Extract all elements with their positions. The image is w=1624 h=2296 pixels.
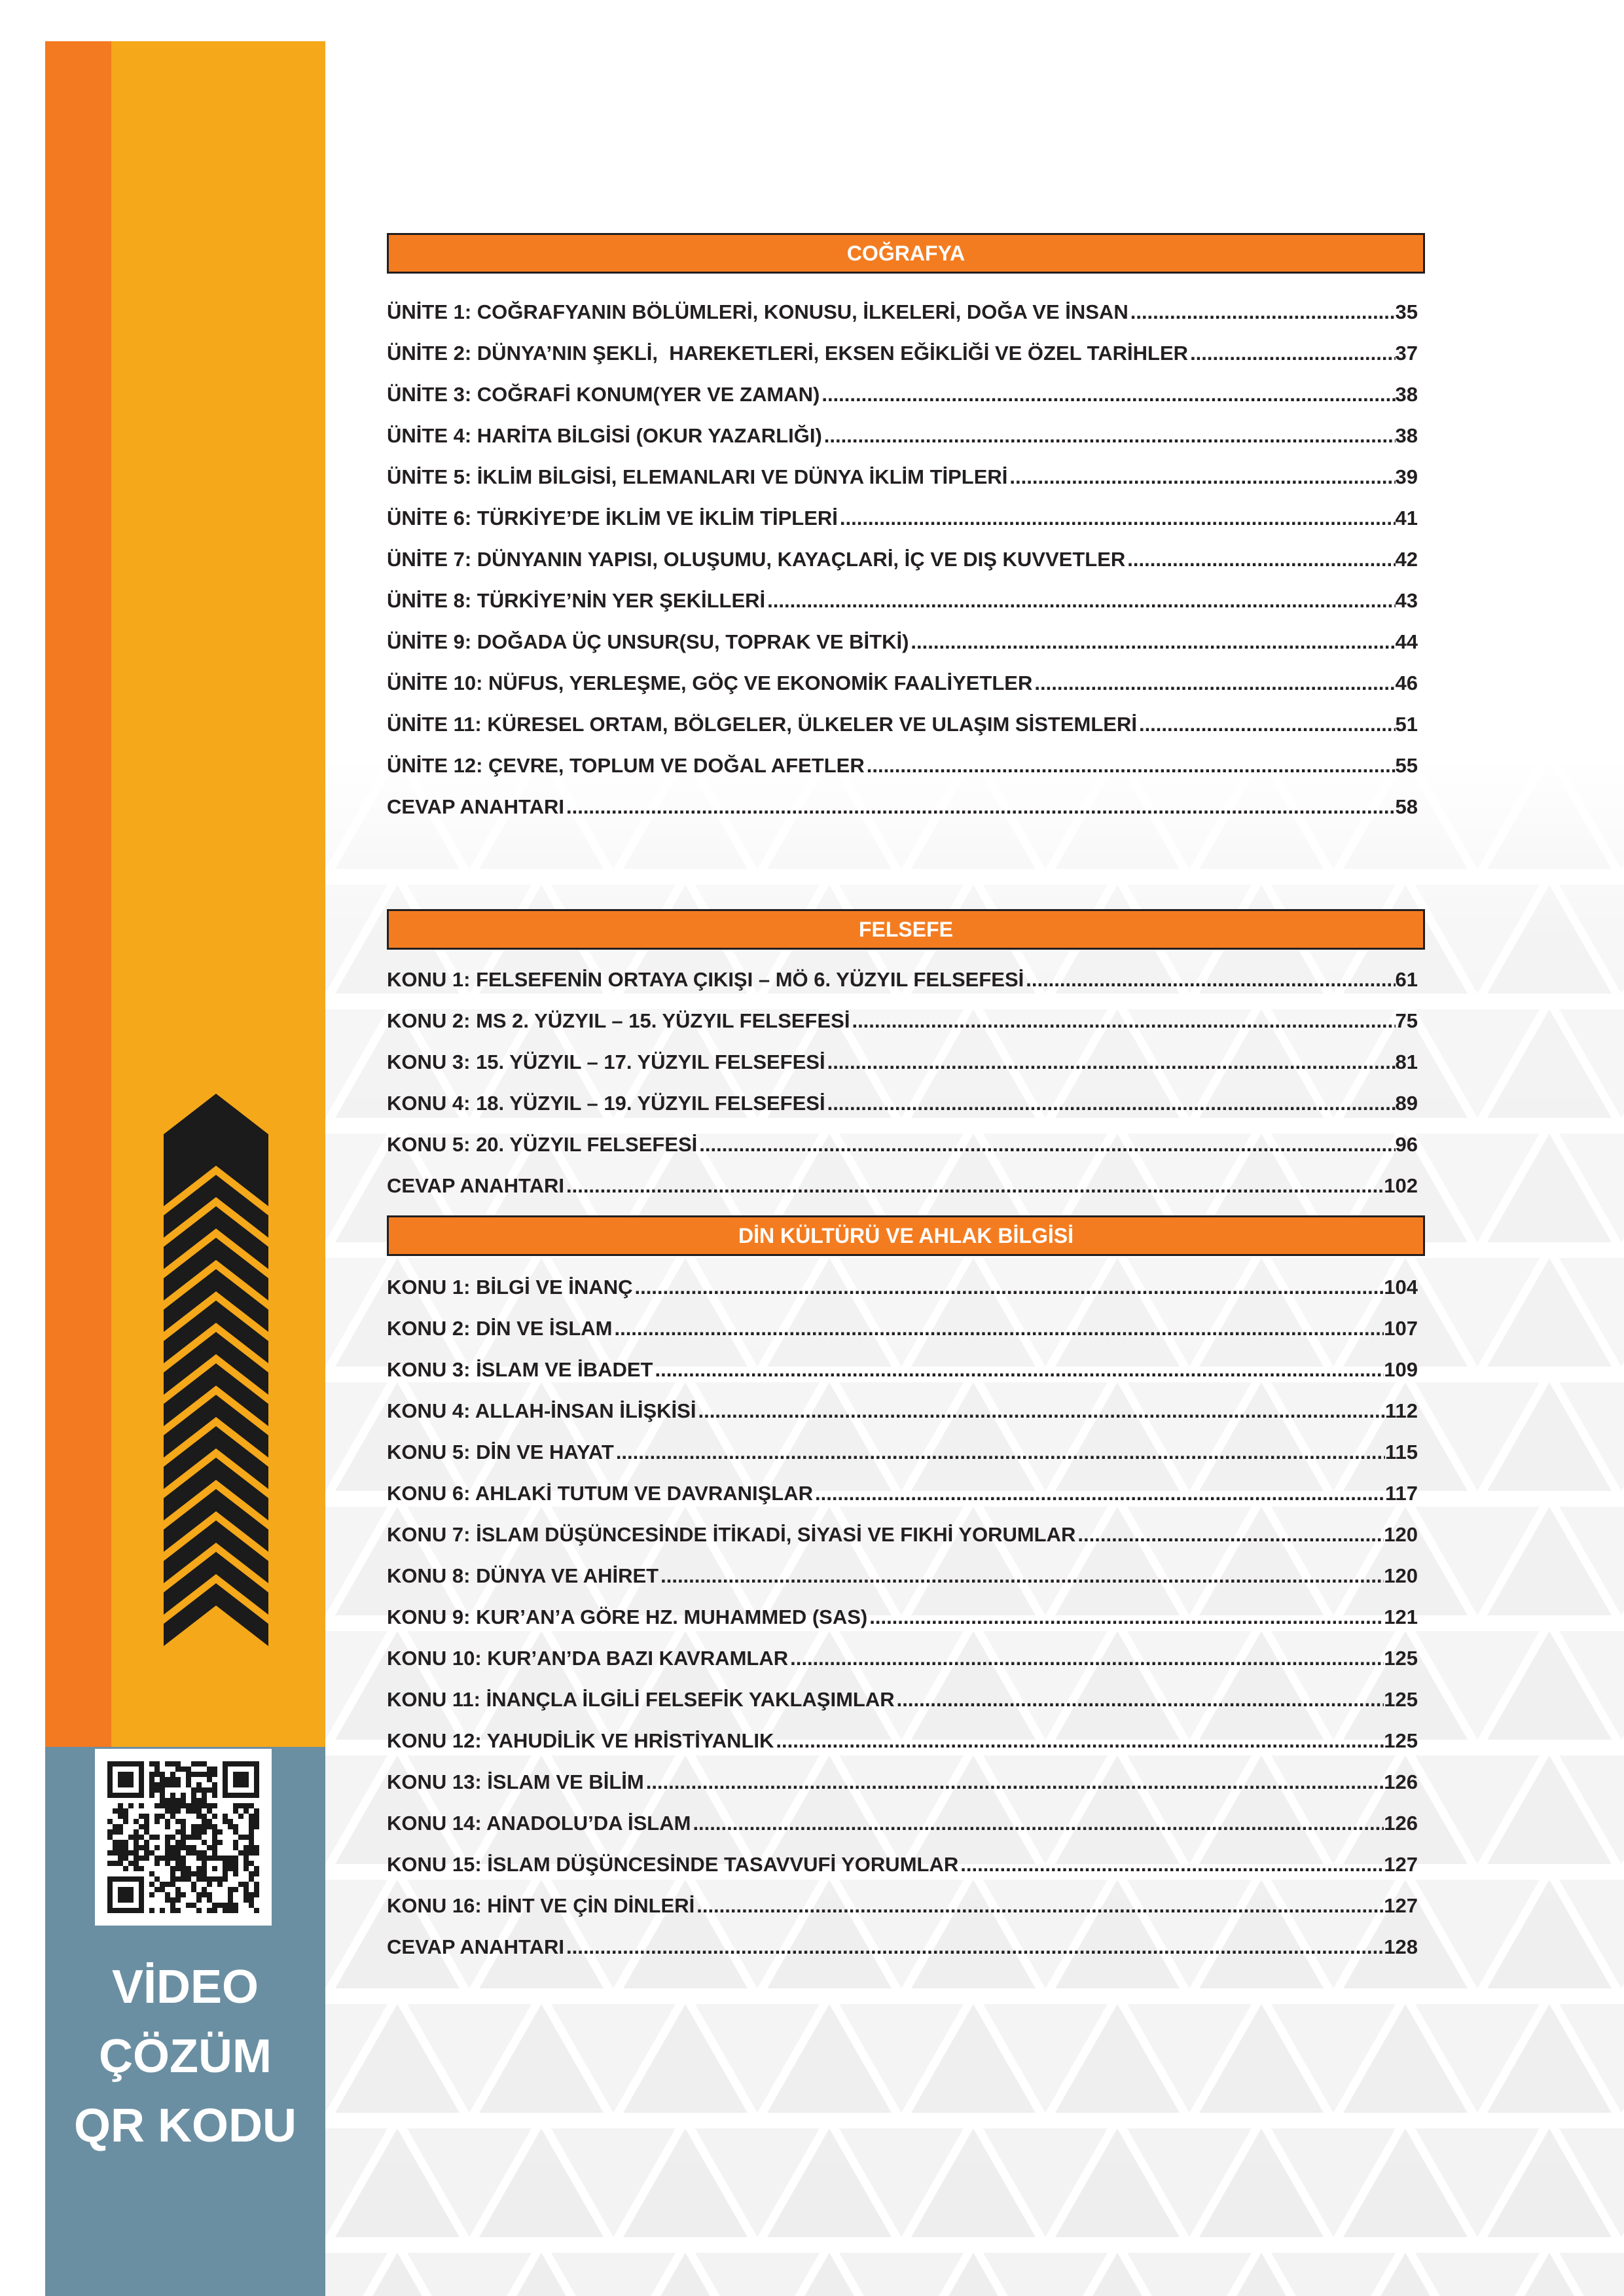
dot-leader — [788, 1638, 1384, 1679]
toc-entry-page: 112 — [1384, 1399, 1418, 1422]
toc-entry — [387, 456, 1425, 497]
toc-entry — [387, 1596, 1425, 1638]
chevron-up-icon — [157, 1086, 275, 1662]
toc-entry-page: 120 — [1384, 1564, 1418, 1587]
toc-entry-page: 39 — [1395, 465, 1418, 488]
toc-entry-page: 120 — [1384, 1523, 1418, 1546]
toc-entry-title: KONU 14: ANADOLU’DA İSLAM — [387, 1812, 691, 1835]
toc-entry — [387, 291, 1425, 332]
toc-entry — [387, 1266, 1425, 1308]
toc-entry — [387, 745, 1425, 786]
toc-entry — [387, 1803, 1425, 1844]
section-header: FELSEFE — [387, 909, 1425, 950]
toc-entry-title: ÜNİTE 12: ÇEVRE, TOPLUM VE DOĞAL AFETLER — [387, 754, 865, 777]
toc-entry-title: KONU 2: MS 2. YÜZYIL – 15. YÜZYIL FELSEFESİ — [387, 1009, 850, 1032]
toc-entry-title: KONU 1: FELSEFENİN ORTAYA ÇIKIŞI – MÖ 6. YÜZYIL FELSEFESİ — [387, 968, 1024, 991]
toc-entry — [387, 1885, 1425, 1926]
dot-leader — [850, 1000, 1395, 1041]
toc-entry-page: 41 — [1395, 507, 1418, 529]
dot-leader — [632, 1266, 1384, 1308]
toc-entry-page: 127 — [1384, 1853, 1418, 1876]
video-label-line: ÇÖZÜM — [99, 2030, 272, 2083]
dot-leader — [644, 1761, 1384, 1803]
dot-leader — [825, 1083, 1396, 1124]
dot-leader — [695, 1885, 1384, 1926]
toc-entry-page: 81 — [1395, 1050, 1418, 1073]
toc-entry-page: 102 — [1384, 1174, 1418, 1197]
toc-entry — [387, 1720, 1425, 1761]
toc-entry-title: KONU 16: HİNT VE ÇİN DİNLERİ — [387, 1894, 695, 1917]
toc-entry-title: KONU 1: BİLGİ VE İNANÇ — [387, 1276, 633, 1299]
dot-leader — [820, 374, 1395, 415]
dot-leader — [696, 1390, 1385, 1431]
qr-code-icon — [95, 1749, 272, 1926]
dot-leader — [612, 1308, 1384, 1349]
toc-entry — [387, 1844, 1425, 1885]
toc-entry-page: 51 — [1395, 713, 1418, 736]
dot-leader — [958, 1844, 1384, 1885]
toc-entry-page: 125 — [1384, 1688, 1418, 1711]
dot-leader — [691, 1803, 1384, 1844]
toc-entry — [387, 1083, 1425, 1124]
toc-list — [387, 1266, 1425, 1967]
toc-entry — [387, 959, 1425, 1000]
toc-entry-title: KONU 7: İSLAM DÜŞÜNCESİNDE İTİKADİ, SİYASİ VE FIKHİ YORUMLAR — [387, 1523, 1076, 1546]
toc-entry — [387, 1041, 1425, 1083]
toc-entry-page: 43 — [1395, 589, 1418, 612]
toc-entry — [387, 415, 1425, 456]
toc-entry-title: KONU 9: KUR’AN’A GÖRE HZ. MUHAMMED (SAS) — [387, 1605, 868, 1628]
toc-entry-page: 107 — [1384, 1317, 1418, 1340]
toc-entry-title: KONU 2: DİN VE İSLAM — [387, 1317, 613, 1340]
toc-list — [387, 291, 1425, 827]
toc-entry — [387, 1124, 1425, 1165]
toc-entry-title: ÜNİTE 10: NÜFUS, YERLEŞME, GÖÇ VE EKONOMİK FAALİYETLER — [387, 672, 1033, 694]
dot-leader — [653, 1349, 1384, 1390]
dot-leader — [895, 1679, 1384, 1720]
dot-leader — [838, 497, 1396, 539]
toc-entry-title: KONU 15: İSLAM DÜŞÜNCESİNDE TASAVVUFİ YORUMLAR — [387, 1853, 959, 1876]
toc-entry-title: ÜNİTE 8: TÜRKİYE’NİN YER ŞEKİLLERİ — [387, 589, 766, 612]
toc-entry — [387, 1679, 1425, 1720]
toc-entry-title: KONU 3: 15. YÜZYIL – 17. YÜZYIL FELSEFESİ — [387, 1050, 825, 1073]
toc-entry-title: CEVAP ANAHTARI — [387, 1174, 564, 1197]
toc-entry-page: 38 — [1395, 383, 1418, 406]
dot-leader — [765, 580, 1395, 621]
dot-leader — [1007, 456, 1395, 497]
dot-leader — [1125, 539, 1395, 580]
dot-leader — [697, 1124, 1395, 1165]
toc-entry-page: 35 — [1395, 300, 1418, 323]
toc-entry — [387, 1165, 1425, 1206]
dot-leader — [813, 1473, 1385, 1514]
dot-leader — [1024, 959, 1395, 1000]
toc-entry-title: ÜNİTE 2: DÜNYA’NIN ŞEKLİ, HAREKETLERİ, EKSEN EĞİKLİĞİ VE ÖZEL TARİHLER — [387, 342, 1189, 365]
toc-entry-page: 126 — [1384, 1770, 1418, 1793]
toc-list — [387, 959, 1425, 1206]
toc-entry-title: CEVAP ANAHTARI — [387, 795, 564, 818]
toc-entry-title: ÜNİTE 4: HARİTA BİLGİSİ (OKUR YAZARLIĞI) — [387, 424, 822, 447]
dot-leader — [774, 1720, 1384, 1761]
toc-entry — [387, 539, 1425, 580]
toc-entry-page: 104 — [1384, 1276, 1418, 1299]
toc-entry — [387, 621, 1425, 662]
toc-entry-title: KONU 5: 20. YÜZYIL FELSEFESİ — [387, 1133, 698, 1156]
toc-entry-page: 46 — [1395, 672, 1418, 694]
toc-entry — [387, 662, 1425, 704]
toc-entry-page: 89 — [1395, 1092, 1418, 1115]
toc-entry — [387, 1308, 1425, 1349]
toc-entry-page: 121 — [1384, 1605, 1418, 1628]
toc-entry-page: 109 — [1384, 1358, 1418, 1381]
toc-entry — [387, 1349, 1425, 1390]
toc-entry-title: KONU 5: DİN VE HAYAT — [387, 1441, 614, 1463]
toc-entry-page: 37 — [1395, 342, 1418, 365]
toc-entry — [387, 332, 1425, 374]
toc-entry-title: ÜNİTE 3: COĞRAFİ KONUM(YER VE ZAMAN) — [387, 383, 820, 406]
toc-entry-page: 117 — [1384, 1482, 1418, 1505]
toc-entry — [387, 1000, 1425, 1041]
dot-leader — [822, 415, 1396, 456]
toc-entry — [387, 1473, 1425, 1514]
dot-leader — [909, 621, 1395, 662]
toc-entry-title: ÜNİTE 9: DOĞADA ÜÇ UNSUR(SU, TOPRAK VE BİTKİ) — [387, 630, 909, 653]
toc-entry-title: KONU 4: 18. YÜZYIL – 19. YÜZYIL FELSEFESİ — [387, 1092, 825, 1115]
dot-leader — [564, 786, 1396, 827]
dot-leader — [1075, 1514, 1384, 1555]
toc-entry — [387, 1390, 1425, 1431]
toc-entry-title: KONU 4: ALLAH-İNSAN İLİŞKİSİ — [387, 1399, 696, 1422]
toc-entry-page: 44 — [1395, 630, 1418, 653]
video-label-line: VİDEO — [111, 1961, 259, 2013]
toc-entry — [387, 1514, 1425, 1555]
video-label-line: QR KODU — [74, 2100, 297, 2152]
toc-entry — [387, 580, 1425, 621]
toc-entry-page: 38 — [1395, 424, 1418, 447]
toc-entry-title: KONU 8: DÜNYA VE AHİRET — [387, 1564, 659, 1587]
toc-entry — [387, 1638, 1425, 1679]
toc-section-religion — [387, 1215, 1425, 1967]
toc-entry-page: 75 — [1395, 1009, 1418, 1032]
toc-entry — [387, 1431, 1425, 1473]
toc-section-philosophy — [387, 909, 1425, 1206]
toc-entry-title: KONU 13: İSLAM VE BİLİM — [387, 1770, 644, 1793]
dot-leader — [1188, 332, 1395, 374]
toc-entry-page: 126 — [1384, 1812, 1418, 1835]
toc-entry-title: KONU 12: YAHUDİLİK VE HRİSTİYANLIK — [387, 1729, 774, 1752]
dot-leader — [825, 1041, 1396, 1083]
dot-leader — [564, 1926, 1384, 1967]
toc-entry-page: 127 — [1384, 1894, 1418, 1917]
dot-leader — [1137, 704, 1396, 745]
toc-entry-title: ÜNİTE 6: TÜRKİYE’DE İKLİM VE İKLİM TİPLERİ — [387, 507, 838, 529]
video-solution-label — [45, 1952, 325, 2161]
toc-entry-title: CEVAP ANAHTARI — [387, 1935, 564, 1958]
toc-entry-page: 128 — [1384, 1935, 1418, 1958]
toc-entry-page: 42 — [1395, 548, 1418, 571]
dot-leader — [1128, 291, 1396, 332]
toc-entry — [387, 374, 1425, 415]
toc-entry-title: KONU 10: KUR’AN’DA BAZI KAVRAMLAR — [387, 1647, 789, 1670]
toc-entry — [387, 704, 1425, 745]
dot-leader — [614, 1431, 1385, 1473]
toc-entry-page: 115 — [1384, 1441, 1418, 1463]
toc-entry-page: 125 — [1384, 1729, 1418, 1752]
toc-entry-title: ÜNİTE 7: DÜNYANIN YAPISI, OLUŞUMU, KAYAÇLARİ, İÇ VE DIŞ KUVVETLER — [387, 548, 1126, 571]
dot-leader — [867, 1596, 1384, 1638]
dot-leader — [865, 745, 1396, 786]
toc-entry-title: ÜNİTE 1: COĞRAFYANIN BÖLÜMLERİ, KONUSU, İLKELERİ, DOĞA VE İNSAN — [387, 300, 1128, 323]
toc-entry-page: 96 — [1395, 1133, 1418, 1156]
dot-leader — [564, 1165, 1384, 1206]
toc-entry-page: 58 — [1395, 795, 1418, 818]
sidebar-orange-strip — [45, 41, 111, 1747]
toc-entry — [387, 786, 1425, 827]
section-header: DİN KÜLTÜRÜ VE AHLAK BİLGİSİ — [387, 1215, 1425, 1256]
toc-entry — [387, 497, 1425, 539]
toc-entry-title: KONU 3: İSLAM VE İBADET — [387, 1358, 653, 1381]
toc-entry-title: ÜNİTE 5: İKLİM BİLGİSİ, ELEMANLARI VE DÜNYA İKLİM TİPLERİ — [387, 465, 1008, 488]
dot-leader — [1032, 662, 1395, 704]
toc-entry — [387, 1926, 1425, 1967]
toc-entry-title: ÜNİTE 11: KÜRESEL ORTAM, BÖLGELER, ÜLKELER VE ULAŞIM SİSTEMLERİ — [387, 713, 1137, 736]
section-header: COĞRAFYA — [387, 233, 1425, 274]
toc-section-geography — [387, 233, 1425, 827]
dot-leader — [659, 1555, 1384, 1596]
toc-entry-title: KONU 11: İNANÇLA İLGİLİ FELSEFİK YAKLAŞIMLAR — [387, 1688, 895, 1711]
toc-entry-page: 55 — [1395, 754, 1418, 777]
toc-entry — [387, 1555, 1425, 1596]
toc-entry-title: KONU 6: AHLAKİ TUTUM VE DAVRANIŞLAR — [387, 1482, 813, 1505]
toc-entry-page: 125 — [1384, 1647, 1418, 1670]
toc-entry-page: 61 — [1395, 968, 1418, 991]
toc-entry — [387, 1761, 1425, 1803]
